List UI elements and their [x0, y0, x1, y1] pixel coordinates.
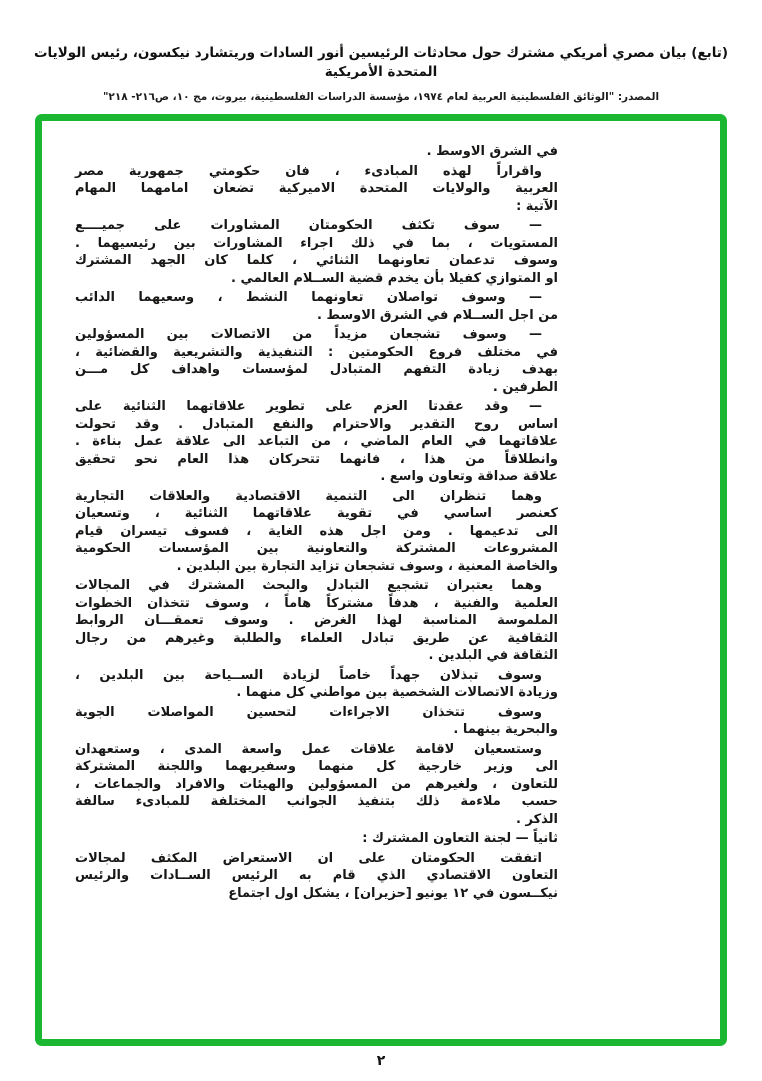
- paragraph: [75, 577, 558, 665]
- text-line: الذكر .: [516, 811, 558, 827]
- text-line: وسوف تدعمان تعاونهما الثنائي ، كلما كان الجهد المشترك: [75, 253, 558, 268]
- paragraph: [75, 704, 558, 739]
- text-line: والبحرية بينهما .: [453, 722, 558, 737]
- text-line: التعاون الاقتصادي الذي قام به الرئيس الســادات والرئيس: [75, 868, 558, 883]
- paragraph: [75, 163, 558, 216]
- paragraph: [75, 850, 558, 903]
- text-line: بهدف زيادة التفهم المتبادل لمؤسسات واهداف كل مـــن: [75, 362, 558, 377]
- header-title: (تابع) بيان مصري أمريكي مشترك حول محادثات الرئيسين أنور السادات وريتشارد نيكسون، رئيس الولايات المتحدة الأمريكية: [33, 45, 729, 80]
- text-line: وسوف تبذلان جهداً خاصاً لزيادة الســياحة بين البلدين ،: [75, 667, 542, 683]
- text-line: اتفقت الحكومتان على ان الاستعراض المكثف لمجالات: [75, 850, 542, 866]
- paragraph: [75, 217, 558, 287]
- text-line: نيكــسون في ١٢ يونيو [حزيران] ، يشكل اول اجتماع: [228, 885, 558, 901]
- text-line: حسب ملاءمة ذلك بتنفيذ الجوانب المختلفة للمبادىء سالفة: [75, 794, 558, 809]
- text-line: للتعاون ، ولغيرهم من المسؤولين والهيئات والافراد والجماعات ،: [75, 776, 558, 792]
- text-line: او المتوازي كفيلا بأن يخدم قضية الســلام العالمي .: [231, 270, 558, 286]
- text-line: وستسعيان لاقامة علاقات عمل واسعة المدى ، وستعهدان: [75, 741, 542, 757]
- paragraph: [75, 326, 558, 396]
- paragraph: [75, 741, 558, 829]
- text-line: وزيادة الاتصالات الشخصية بين مواطني كل منهما .: [236, 685, 558, 700]
- paragraph: [75, 143, 558, 161]
- text-line: — وقد عقدتا العزم على تطوير علاقاتهما الثنائية على: [75, 399, 542, 414]
- text-line: الى وزير خارجية كل منهما وسفيريهما واللجنة المشتركة: [75, 759, 558, 774]
- paragraph: [75, 667, 558, 702]
- text-line: الطرفين .: [492, 379, 558, 395]
- header: [20, 44, 742, 103]
- text-line: الثقافية عن طريق تبادل العلماء والطلبة وغيرهم من رجال: [75, 630, 558, 646]
- text-line: وهما يعتبران تشجيع التبادل والبحث المشترك في المجالات: [75, 578, 542, 593]
- text-line: علاقة صداقة وتعاون واسع .: [380, 469, 558, 484]
- paragraph: [75, 398, 558, 486]
- text-line: والخاصة المعنية ، وسوف تشجعان تزايد التجارة بين البلدين .: [176, 558, 558, 574]
- text-line: في مختلف فروع الحكومتين : التنفيذية والتشريعية والقضائية ،: [75, 344, 558, 360]
- text-line: — وسوف تشجعان مزيداً من الاتصالات بين المسؤولين: [75, 327, 542, 342]
- text-line: اساس روح التقدير والاحترام والنفع المتبادل . وقد تحولت: [75, 416, 558, 432]
- text-line: وسوف تتخذان الاجراءات لتحسين المواصلات الجوية: [75, 704, 542, 720]
- source-citation: المصدر: "الوثائق الفلسطينية العربية لعام ١٩٧٤، مؤسسة الدراسات الفلسطينية، بيروت، مج ١٠، ص٢١٦- ٢١٨": [102, 91, 660, 103]
- body-text: [75, 143, 558, 904]
- text-line: — وسوف تواصلان تعاونهما النشط ، وسعيهما الدائب: [75, 290, 542, 305]
- text-line: في الشرق الاوسط .: [426, 144, 558, 159]
- text-line: كعنصر اساسي في تقوية علاقاتهما الثنائية ، وتسعيان: [75, 506, 558, 521]
- text-line: — سوف تكثف الحكومتان المشاورات على جميــــع: [75, 218, 542, 233]
- text-line: من اجل الســلام في الشرق الاوسط .: [317, 307, 558, 323]
- paragraph: [75, 830, 558, 848]
- text-line: المشروعات المشتركة والتعاونية بين المؤسسات الحكومية: [75, 541, 558, 556]
- text-line: العربية والولايات المتحدة الاميركية تضعان امامهما المهام: [75, 181, 558, 196]
- text-line: علاقاتهما في العام الماضي ، من التباعد الى علاقة عمل بناءة .: [75, 434, 558, 449]
- text-line: المستويات ، بما في ذلك اجراء المشاورات بين رئيسيهما .: [75, 235, 558, 251]
- paragraph: [75, 289, 558, 324]
- text-line: واقراراً لهذه المبادىء ، فان حكومتي جمهورية مصر: [75, 163, 542, 179]
- text-line: ثانياً — لجنة التعاون المشترك :: [362, 831, 558, 846]
- text-line: الى تدعيمها . ومن اجل هذه الغاية ، فسوف تيسران قيام: [75, 523, 558, 539]
- page-number: ٢: [376, 1053, 386, 1069]
- text-line: الآتية :: [516, 198, 558, 214]
- text-line: وهما تنظران الى التنمية الاقتصادية والعلاقات التجارية: [75, 488, 542, 504]
- text-line: الملموسة المناسبة لهذا الغرض . وسوف تعمقـــان الروابط: [75, 613, 558, 628]
- paragraph: [75, 488, 558, 576]
- text-line: العلمية والفنية ، هدفاً مشتركاً هاماً ، وسوف تتخذان الخطوات: [75, 595, 558, 611]
- text-line: الثقافة في البلدين .: [428, 648, 558, 663]
- text-line: وانطلاقاً من هذا ، فانهما تتحركان هذا العام نحو تحقيق: [75, 451, 558, 467]
